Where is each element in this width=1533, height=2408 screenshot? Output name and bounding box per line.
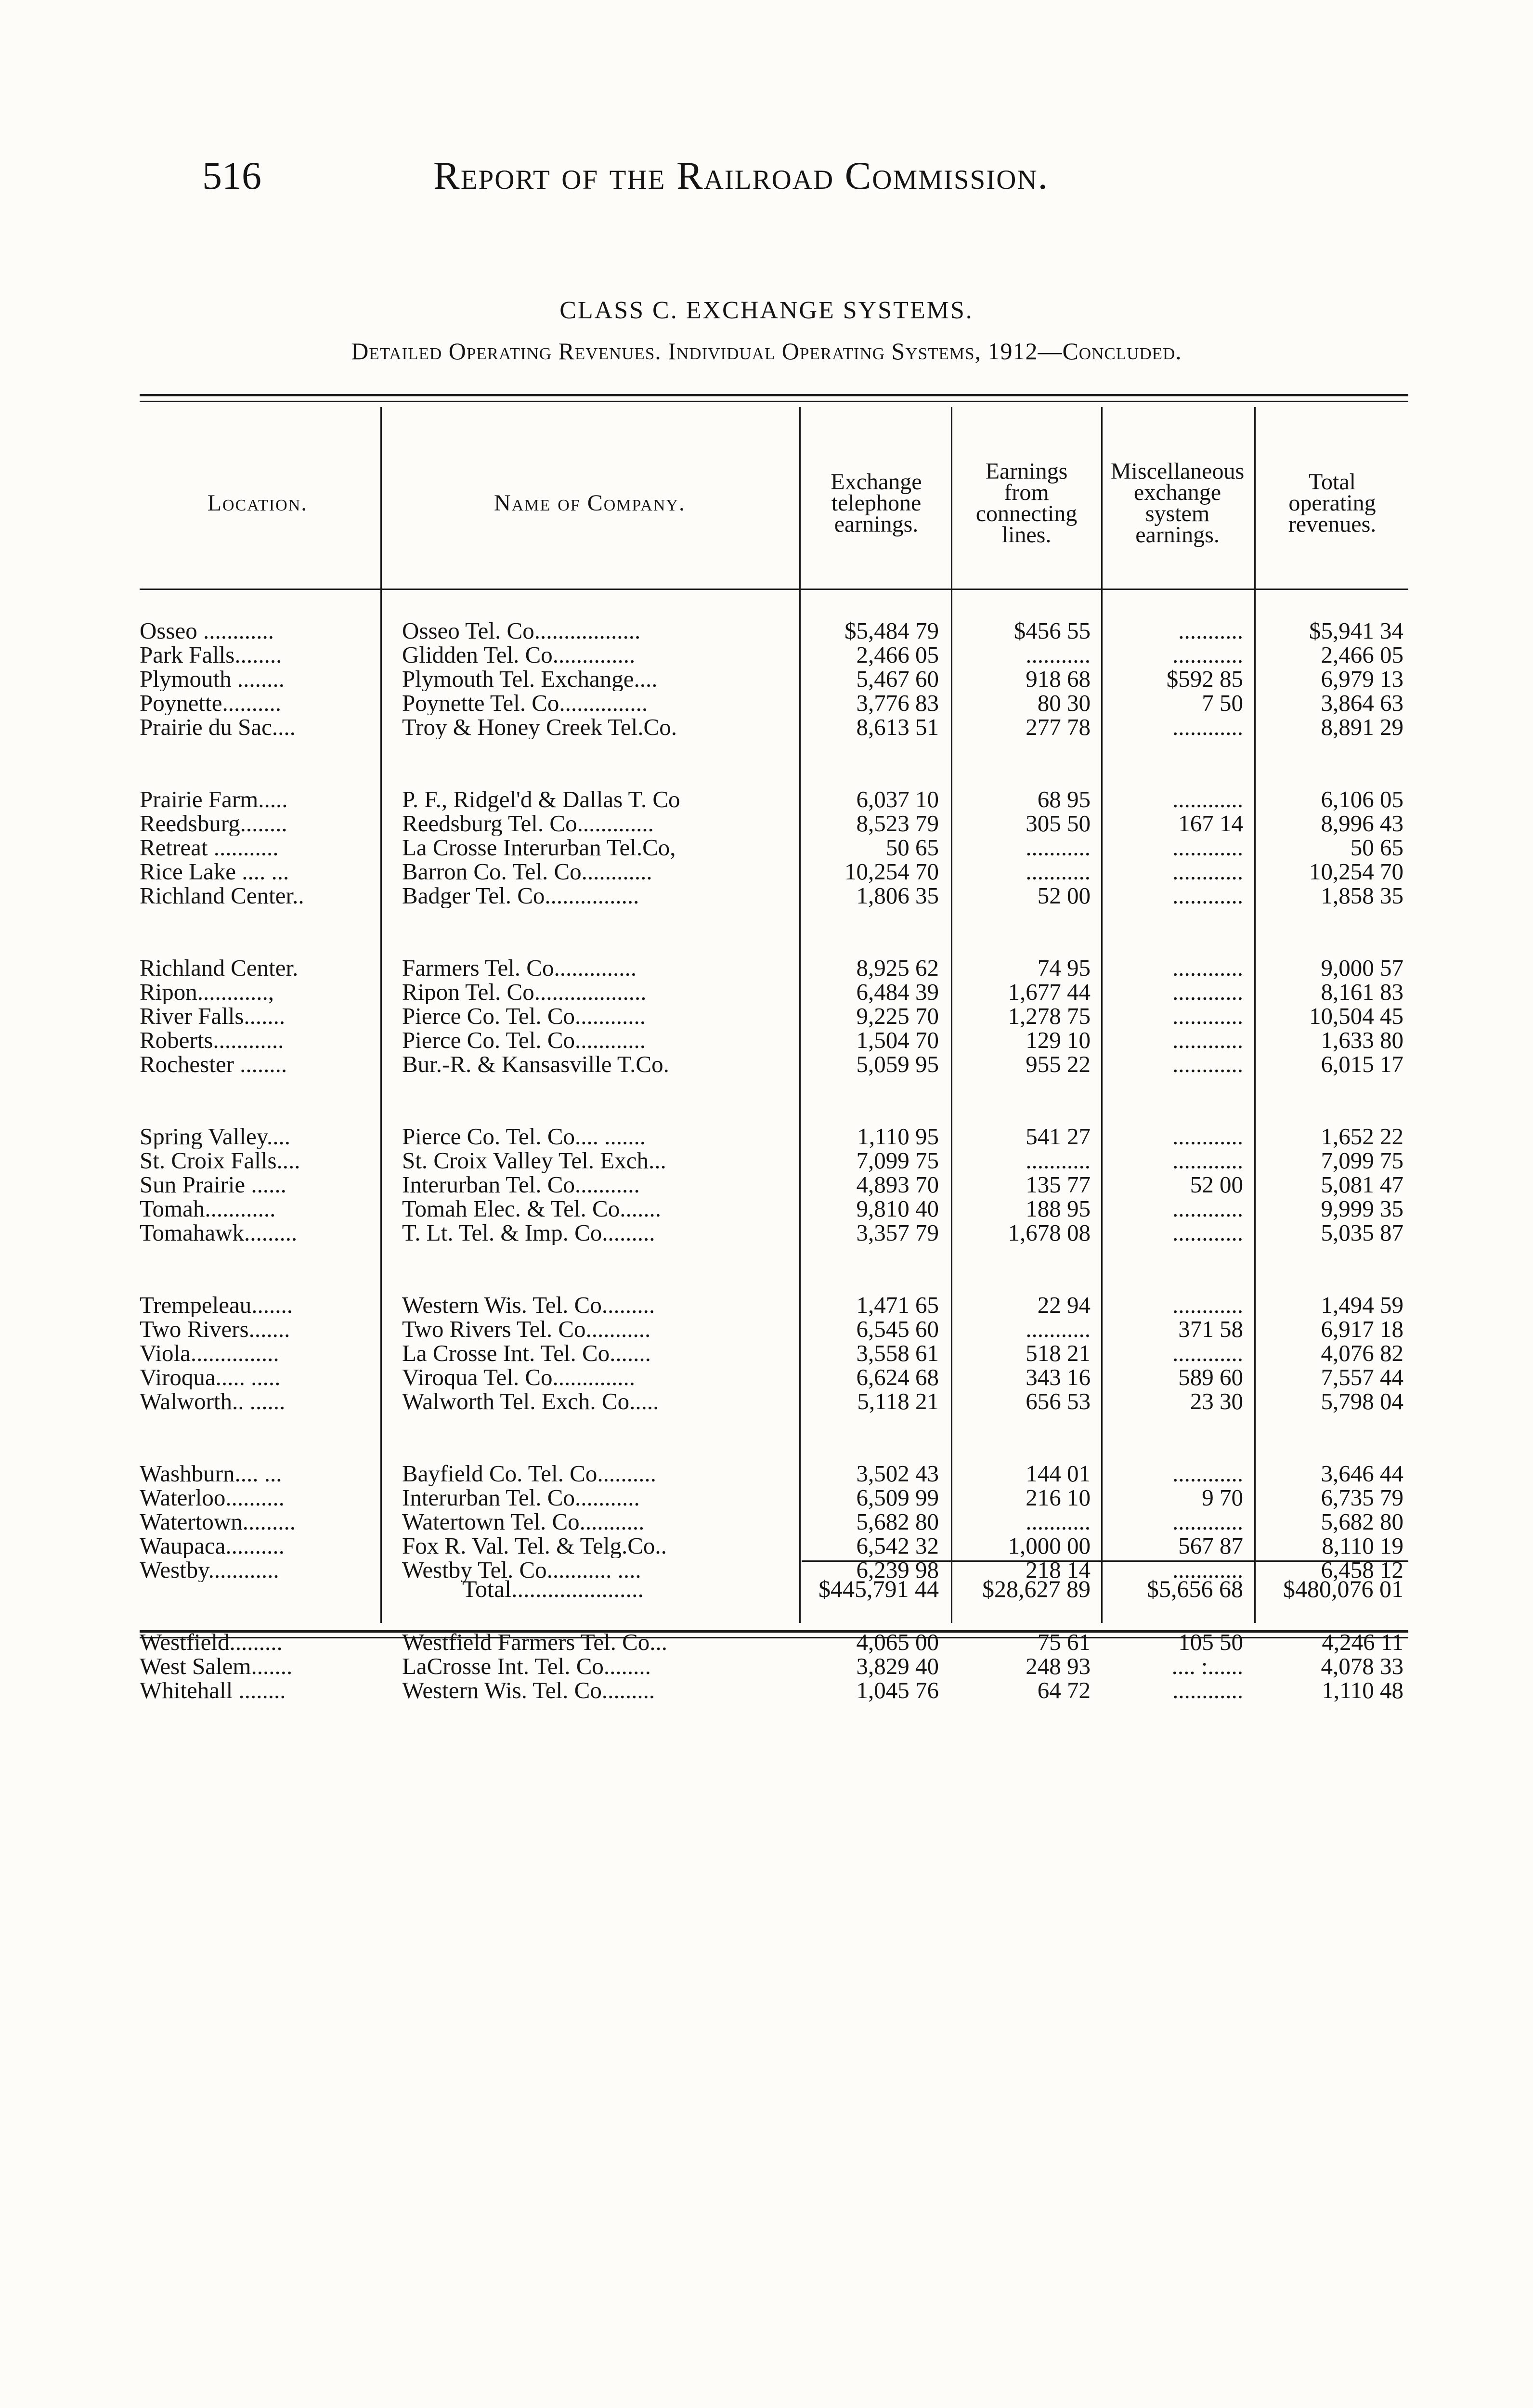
company-cell: Glidden Tel. Co.............. [402, 643, 636, 667]
company-column [402, 619, 806, 1799]
location-cell: Westby............ [140, 1558, 279, 1582]
location-cell: Sun Prairie ...... [140, 1173, 286, 1197]
row-group [953, 787, 1091, 956]
row-group [953, 1630, 1091, 1799]
row-group [402, 1125, 806, 1293]
row-group [802, 1125, 939, 1293]
company-cell: Westby Tel. Co........... .... [402, 1558, 641, 1582]
total-cell: 8,891 29 [1321, 715, 1403, 739]
company-cell: Plymouth Tel. Exchange.... [402, 667, 658, 691]
connecting-cell: 955 22 [1026, 1052, 1091, 1076]
row-group [802, 787, 939, 956]
company-cell: Fox R. Val. Tel. & Telg.Co.. [402, 1534, 667, 1558]
exchange-earnings-column [802, 619, 939, 1799]
misc-cell: 589 60 [1178, 1365, 1243, 1389]
company-cell: Ripon Tel. Co................... [402, 980, 647, 1004]
total-cell: 10,254 70 [1309, 860, 1403, 884]
total-cell: 4,246 11 [1322, 1630, 1403, 1654]
location-cell: Viola............... [140, 1341, 279, 1365]
connecting-cell: 656 53 [1026, 1389, 1091, 1413]
company-cell: Bayfield Co. Tel. Co.......... [402, 1462, 656, 1486]
connecting-earnings-column [953, 619, 1091, 1799]
row-group [1104, 956, 1243, 1125]
header-location: Location. [207, 490, 308, 516]
location-cell: Roberts............ [140, 1028, 284, 1052]
misc-cell: ............ [1172, 1462, 1243, 1486]
misc-cell: 52 00 [1190, 1173, 1243, 1197]
column-divider [1254, 407, 1256, 1623]
misc-cell: ............ [1172, 1197, 1243, 1221]
exchange-cell: 4,893 70 [856, 1173, 939, 1197]
row-group [1257, 1125, 1403, 1293]
company-cell: Pierce Co. Tel. Co.... ....... [402, 1125, 646, 1149]
connecting-cell: 216 10 [1026, 1486, 1091, 1510]
company-cell: Interurban Tel. Co........... [402, 1173, 640, 1197]
connecting-cell: 518 21 [1026, 1341, 1091, 1365]
company-cell: P. F., Ridgel'd & Dallas T. Co [402, 787, 680, 811]
total-cell: 7,557 44 [1321, 1365, 1403, 1389]
company-cell: Barron Co. Tel. Co............ [402, 860, 652, 884]
row-group [1104, 787, 1243, 956]
connecting-cell: 75 61 [1037, 1630, 1091, 1654]
misc-cell: ............ [1172, 1510, 1243, 1534]
total-cell: 5,081 47 [1321, 1173, 1403, 1197]
connecting-cell: 80 30 [1037, 691, 1091, 715]
company-cell: LaCrosse Int. Tel. Co........ [402, 1654, 651, 1678]
total-cell: 6,979 13 [1321, 667, 1403, 691]
row-group [1104, 1462, 1243, 1630]
exchange-cell: 1,806 35 [856, 884, 939, 908]
location-cell: Spring Valley.... [140, 1125, 291, 1149]
exchange-cell: 3,357 79 [856, 1221, 939, 1245]
connecting-cell: $456 55 [1013, 619, 1091, 643]
total-cell: 1,858 35 [1321, 884, 1403, 908]
row-group [953, 619, 1091, 787]
row-group [1104, 1630, 1243, 1799]
location-cell: Viroqua..... ..... [140, 1365, 281, 1389]
row-group [1104, 619, 1243, 787]
connecting-cell: 74 95 [1037, 956, 1091, 980]
location-cell: Tomah............ [140, 1197, 276, 1221]
header-connecting-earnings: Earnings from connecting lines. [975, 458, 1078, 548]
row-group [1257, 787, 1403, 956]
exchange-cell: 1,471 65 [856, 1293, 939, 1317]
location-cell: Watertown......... [140, 1510, 296, 1534]
company-cell: Viroqua Tel. Co.............. [402, 1365, 636, 1389]
misc-cell: 23 30 [1190, 1389, 1243, 1413]
row-group [402, 619, 806, 787]
table-title: CLASS C. EXCHANGE SYSTEMS. [559, 297, 974, 324]
total-cell: 10,504 45 [1309, 1004, 1403, 1028]
location-cell: River Falls....... [140, 1004, 286, 1028]
connecting-cell: 343 16 [1026, 1365, 1091, 1389]
exchange-cell: 10,254 70 [844, 860, 939, 884]
location-cell: Reedsburg........ [140, 811, 287, 836]
company-cell: Interurban Tel. Co........... [402, 1486, 640, 1510]
company-cell: La Crosse Interurban Tel.Co, [402, 836, 676, 860]
page-header [0, 153, 1533, 206]
total-cell: 8,161 83 [1321, 980, 1403, 1004]
column-divider [380, 407, 382, 1623]
page-number: 516 [202, 154, 261, 197]
total-cell: 5,035 87 [1321, 1221, 1403, 1245]
connecting-cell: 188 95 [1026, 1197, 1091, 1221]
company-cell: Pierce Co. Tel. Co............ [402, 1028, 646, 1052]
total-cell: 8,996 43 [1321, 811, 1403, 836]
total-revenues-column [1257, 619, 1403, 1799]
total-cell: 1,652 22 [1321, 1125, 1403, 1149]
location-cell: Prairie Farm..... [140, 787, 288, 811]
misc-cell: ............ [1172, 1149, 1243, 1173]
running-head: Report of the Railroad Commission. [433, 154, 1049, 197]
total-cell: 2,466 05 [1321, 643, 1403, 667]
location-cell: Rice Lake .... ... [140, 860, 289, 884]
exchange-cell: 8,523 79 [856, 811, 939, 836]
row-group [1257, 619, 1403, 787]
misc-cell: ............ [1172, 956, 1243, 980]
total-label: Total...................... [462, 1575, 644, 1602]
misc-cell: ............ [1172, 1004, 1243, 1028]
misc-cell: ............ [1172, 1052, 1243, 1076]
misc-cell: $592 85 [1166, 667, 1243, 691]
column-divider [1101, 407, 1103, 1623]
location-cell: Retreat ........... [140, 836, 279, 860]
total-connecting: $28,627 89 [982, 1575, 1091, 1602]
connecting-cell: 1,678 08 [1008, 1221, 1091, 1245]
exchange-cell: 5,059 95 [856, 1052, 939, 1076]
misc-cell: ............ [1172, 1341, 1243, 1365]
connecting-cell: 144 01 [1026, 1462, 1091, 1486]
connecting-cell: ........... [1026, 836, 1091, 860]
exchange-cell: 1,110 95 [857, 1125, 939, 1149]
total-cell: 3,864 63 [1321, 691, 1403, 715]
location-cell: Ripon............, [140, 980, 274, 1004]
total-cell: 1,633 80 [1321, 1028, 1403, 1052]
exchange-cell: 8,613 51 [856, 715, 939, 739]
connecting-cell: ........... [1026, 1510, 1091, 1534]
misc-cell: ............ [1172, 1293, 1243, 1317]
company-cell: La Crosse Int. Tel. Co....... [402, 1341, 651, 1365]
row-group [140, 956, 376, 1125]
exchange-cell: 5,467 60 [856, 667, 939, 691]
total-cell: 3,646 44 [1321, 1462, 1403, 1486]
row-group [1257, 1293, 1403, 1462]
exchange-cell: 8,925 62 [856, 956, 939, 980]
row-group [402, 1293, 806, 1462]
exchange-cell: 3,558 61 [856, 1341, 939, 1365]
company-cell: Western Wis. Tel. Co......... [402, 1678, 655, 1702]
misc-cell: ............ [1172, 1125, 1243, 1149]
exchange-cell: 6,037 10 [856, 787, 939, 811]
row-group [1257, 956, 1403, 1125]
location-cell: Osseo ............ [140, 619, 274, 643]
company-cell: Two Rivers Tel. Co........... [402, 1317, 651, 1341]
exchange-cell: 9,810 40 [856, 1197, 939, 1221]
location-cell: Waterloo.......... [140, 1486, 285, 1510]
total-cell: 7,099 75 [1321, 1149, 1403, 1173]
header-bottom-rule [140, 589, 1408, 590]
location-cell: Waupaca.......... [140, 1534, 285, 1558]
location-cell: Westfield......... [140, 1630, 283, 1654]
location-cell: Two Rivers....... [140, 1317, 290, 1341]
location-cell: Whitehall ........ [140, 1678, 286, 1702]
row-group [1257, 1462, 1403, 1630]
row-group [953, 1125, 1091, 1293]
company-cell: T. Lt. Tel. & Imp. Co......... [402, 1221, 655, 1245]
row-group [140, 787, 376, 956]
row-group [140, 619, 376, 787]
exchange-cell: 5,118 21 [857, 1389, 939, 1413]
misc-cell: ............ [1172, 980, 1243, 1004]
row-group [802, 1462, 939, 1630]
connecting-cell: ........... [1026, 1149, 1091, 1173]
misc-cell: ............ [1172, 643, 1243, 667]
exchange-cell: 1,045 76 [856, 1678, 939, 1702]
column-divider [951, 407, 952, 1623]
row-group [1257, 1630, 1403, 1799]
company-cell: Watertown Tel. Co........... [402, 1510, 645, 1534]
row-group [953, 1462, 1091, 1630]
misc-cell: ............ [1172, 1678, 1243, 1702]
misc-cell: ............ [1172, 1558, 1243, 1582]
total-cell: 8,110 19 [1322, 1534, 1403, 1558]
exchange-cell: 4,065 00 [856, 1630, 939, 1654]
row-group [1104, 1293, 1243, 1462]
misc-cell: ............ [1172, 884, 1243, 908]
location-cell: Richland Center. [140, 956, 299, 980]
total-cell: 50 65 [1350, 836, 1403, 860]
company-cell: Walworth Tel. Exch. Co..... [402, 1389, 659, 1413]
connecting-cell: 305 50 [1026, 811, 1091, 836]
total-cell: 6,106 05 [1321, 787, 1403, 811]
location-cell: Rochester ........ [140, 1052, 287, 1076]
total-cell: 6,458 12 [1321, 1558, 1403, 1582]
total-cell: 1,110 48 [1322, 1678, 1403, 1702]
header-misc-earnings: Miscellaneous exchange system earnings. [1110, 458, 1245, 548]
row-group [953, 956, 1091, 1125]
exchange-cell: 3,829 40 [856, 1654, 939, 1678]
table-subtitle: Detailed Operating Revenues. Individual Operating Systems, 1912—Concluded. [351, 338, 1182, 365]
row-group [402, 1462, 806, 1630]
company-cell: Osseo Tel. Co.................. [402, 619, 641, 643]
top-double-rule-1 [140, 394, 1408, 396]
total-operating-revenues: $480,076 01 [1283, 1575, 1403, 1602]
row-group [402, 1630, 806, 1799]
row-group [140, 1125, 376, 1293]
connecting-cell: 248 93 [1026, 1654, 1091, 1678]
misc-cell: 7 50 [1202, 691, 1243, 715]
location-cell: West Salem....... [140, 1654, 293, 1678]
company-cell: St. Croix Valley Tel. Exch... [402, 1149, 666, 1173]
header-exchange-earnings: Exchange telephone earnings. [831, 469, 922, 537]
exchange-cell: 6,545 60 [856, 1317, 939, 1341]
total-misc: $5,656 68 [1147, 1575, 1243, 1602]
location-column [140, 619, 376, 1799]
company-cell: Bur.-R. & Kansasville T.Co. [402, 1052, 669, 1076]
exchange-cell: 50 65 [885, 836, 939, 860]
total-cell: 9,999 35 [1321, 1197, 1403, 1221]
connecting-cell: 129 10 [1026, 1028, 1091, 1052]
location-cell: Trempeleau....... [140, 1293, 293, 1317]
misc-cell: 9 70 [1202, 1486, 1243, 1510]
company-cell: Farmers Tel. Co.............. [402, 956, 637, 980]
connecting-cell: 1,677 44 [1008, 980, 1091, 1004]
company-cell: Poynette Tel. Co............... [402, 691, 648, 715]
connecting-cell: 68 95 [1037, 787, 1091, 811]
row-group [802, 1293, 939, 1462]
exchange-cell: 5,682 80 [856, 1510, 939, 1534]
location-cell: Plymouth ........ [140, 667, 285, 691]
misc-cell: 567 87 [1178, 1534, 1243, 1558]
connecting-cell: 135 77 [1026, 1173, 1091, 1197]
row-group [140, 1630, 376, 1799]
company-cell: Troy & Honey Creek Tel.Co. [402, 715, 677, 739]
company-cell: Western Wis. Tel. Co......... [402, 1293, 655, 1317]
connecting-cell: 1,278 75 [1008, 1004, 1091, 1028]
misc-cell: ............ [1172, 1221, 1243, 1245]
exchange-cell: 7,099 75 [856, 1149, 939, 1173]
total-cell: 4,078 33 [1321, 1654, 1403, 1678]
connecting-cell: ........... [1026, 860, 1091, 884]
exchange-cell: $5,484 79 [844, 619, 939, 643]
misc-cell: ............ [1172, 715, 1243, 739]
company-cell: Reedsburg Tel. Co............. [402, 811, 654, 836]
total-cell: $5,941 34 [1309, 619, 1403, 643]
location-cell: Prairie du Sac.... [140, 715, 296, 739]
row-group [802, 619, 939, 787]
exchange-cell: 3,502 43 [856, 1462, 939, 1486]
connecting-cell: 541 27 [1026, 1125, 1091, 1149]
total-cell: 4,076 82 [1321, 1341, 1403, 1365]
misc-cell: ............ [1172, 787, 1243, 811]
connecting-cell: 1,000 00 [1008, 1534, 1091, 1558]
misc-cell: .... :...... [1171, 1654, 1243, 1678]
connecting-cell: 22 94 [1037, 1293, 1091, 1317]
location-cell: St. Croix Falls.... [140, 1149, 300, 1173]
total-cell: 1,494 59 [1321, 1293, 1403, 1317]
company-cell: Westfield Farmers Tel. Co... [402, 1630, 668, 1654]
header-company: Name of Company. [494, 490, 686, 516]
total-cell: 6,917 18 [1321, 1317, 1403, 1341]
row-group [402, 787, 806, 956]
connecting-cell: 64 72 [1037, 1678, 1091, 1702]
company-cell: Tomah Elec. & Tel. Co....... [402, 1197, 661, 1221]
row-group [140, 1293, 376, 1462]
misc-cell: 167 14 [1178, 811, 1243, 836]
misc-cell: ............ [1172, 1028, 1243, 1052]
company-cell: Badger Tel. Co................ [402, 884, 639, 908]
exchange-cell: 9,225 70 [856, 1004, 939, 1028]
company-cell: Pierce Co. Tel. Co............ [402, 1004, 646, 1028]
misc-cell: ............ [1172, 836, 1243, 860]
connecting-cell: 918 68 [1026, 667, 1091, 691]
misc-earnings-column [1104, 619, 1243, 1799]
exchange-cell: 6,542 32 [856, 1534, 939, 1558]
connecting-cell: ........... [1026, 643, 1091, 667]
header-total-revenues: Total operating revenues. [1288, 469, 1377, 537]
location-cell: Washburn.... ... [140, 1462, 282, 1486]
row-group [402, 956, 806, 1125]
exchange-cell: 2,466 05 [856, 643, 939, 667]
misc-cell: ............ [1172, 860, 1243, 884]
misc-cell: 371 58 [1178, 1317, 1243, 1341]
total-cell: 6,735 79 [1321, 1486, 1403, 1510]
row-group [953, 1293, 1091, 1462]
location-cell: Park Falls........ [140, 643, 282, 667]
exchange-cell: 3,776 83 [856, 691, 939, 715]
connecting-cell: 277 78 [1026, 715, 1091, 739]
row-group [802, 956, 939, 1125]
exchange-cell: 6,509 99 [856, 1486, 939, 1510]
top-double-rule-2 [140, 401, 1408, 402]
exchange-cell: 6,624 68 [856, 1365, 939, 1389]
exchange-cell: 6,484 39 [856, 980, 939, 1004]
total-cell: 6,015 17 [1321, 1052, 1403, 1076]
exchange-cell: 6,239 98 [856, 1558, 939, 1582]
total-cell: 5,798 04 [1321, 1389, 1403, 1413]
location-cell: Walworth.. ...... [140, 1389, 286, 1413]
row-group [1104, 1125, 1243, 1293]
connecting-cell: ........... [1026, 1317, 1091, 1341]
misc-cell: 105 50 [1178, 1630, 1243, 1654]
connecting-cell: 218 14 [1026, 1558, 1091, 1582]
misc-cell: ........... [1178, 619, 1243, 643]
total-cell: 5,682 80 [1321, 1510, 1403, 1534]
location-cell: Tomahawk......... [140, 1221, 298, 1245]
total-exchange: $445,791 44 [818, 1575, 939, 1602]
total-cell: 9,000 57 [1321, 956, 1403, 980]
location-cell: Poynette.......... [140, 691, 281, 715]
exchange-cell: 1,504 70 [856, 1028, 939, 1052]
connecting-cell: 52 00 [1037, 884, 1091, 908]
location-cell: Richland Center.. [140, 884, 304, 908]
row-group [140, 1462, 376, 1630]
row-group [802, 1630, 939, 1799]
